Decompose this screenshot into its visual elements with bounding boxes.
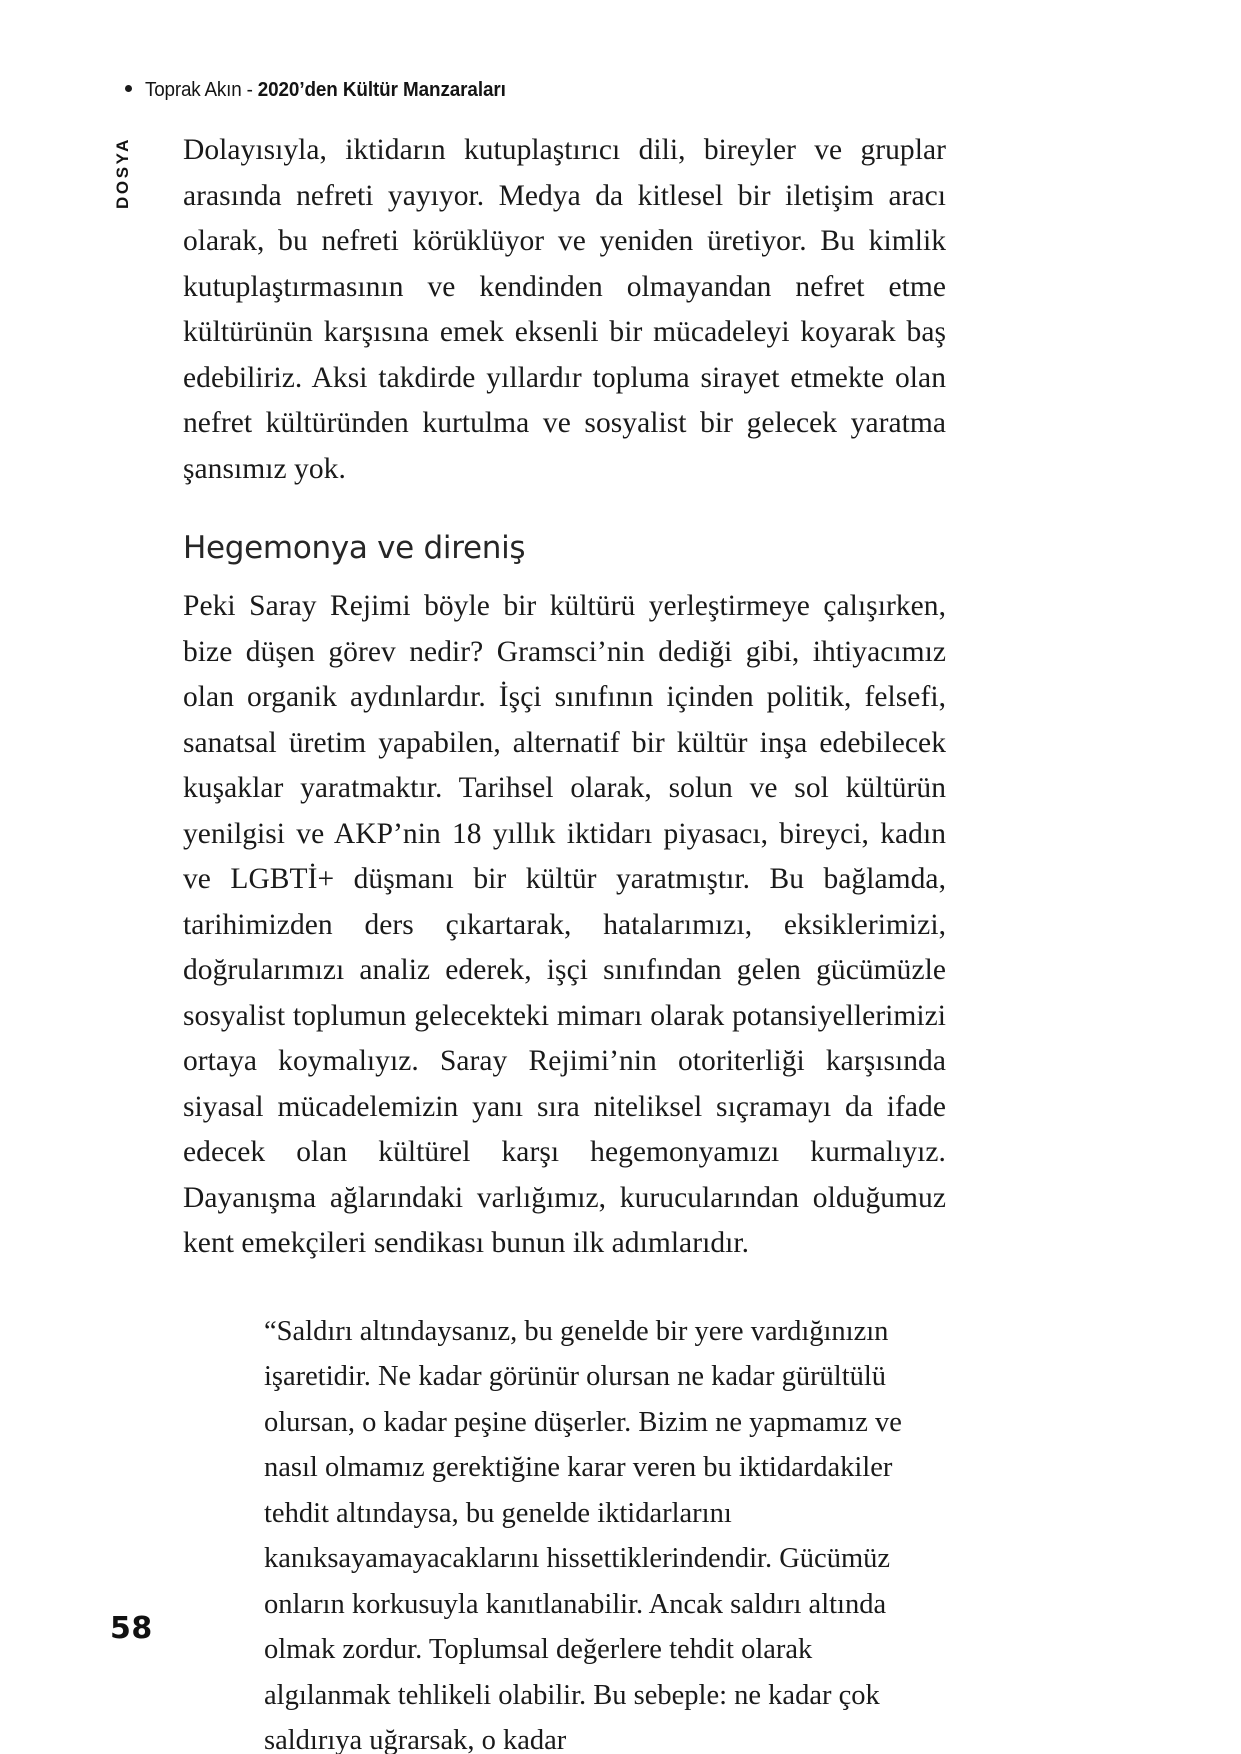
- running-header-title: 2020’den Kültür Manzaraları: [257, 78, 506, 101]
- section-heading: Hegemonya ve direniş: [183, 530, 526, 566]
- running-header-text: [145, 78, 506, 102]
- running-header-author: Toprak Akın: [145, 78, 242, 101]
- body-paragraph-1: Dolayısıyla, iktidarın kutuplaştırıcı dili, bireyler ve gruplar arasında nefreti yayıyor. Medya da kitlesel bir iletişim aracı olarak, bu nefreti körüklüyor ve yeniden üretiyor. Bu kimlik kutuplaştırmasının ve kendinden olmayandan nefret etme kültürünün karşısına emek eksenli bir mücadeleyi koyarak baş edebiliriz. Aksi takdirde yıllardır topluma sirayet etmekte olan nefret kültüründen kurtulma ve sosyalist bir gelecek yaratma şansımız yok.: [183, 134, 946, 485]
- section-tab-label: DOSYA: [113, 137, 132, 209]
- text-column: [183, 128, 946, 1754]
- bullet-dot-icon: [125, 85, 132, 92]
- pull-quote-text: “Saldırı altındaysanız, bu genelde bir yere vardığınızın işaretidir. Ne kadar görünür olursan ne kadar gürültülü olursan, o kadar peşine düşerler. Bizim ne yapmamız ve nasıl olmamız gerektiğine karar veren bu iktidardakiler tehdit altındaysa, bu genelde iktidarlarını kanıksayamayacaklarını hissettiklerindendir. Gücümüz onların korkusuyla kanıtlanabilir. Ancak saldırı altında olmak zordur. Toplumsal değerlere tehdit olarak algılanmak tehlikeli olabilir. Bu sebeple: ne kadar çok saldırıya uğrarsak, o kadar: [264, 1315, 902, 1754]
- running-header: [125, 78, 537, 102]
- pull-quote: [183, 1309, 946, 1754]
- body-paragraph-2: Peki Saray Rejimi böyle bir kültürü yerleştirmeye çalışırken, bize düşen görev nedir? Gramsci’nin dediği gibi, ihtiyacımız olan organik aydınlardır. İşçi sınıfının içinden politik, felsefi, sanatsal üretim yapabilen, alternatif bir kültür inşa edebilecek kuşaklar yaratmaktır. Tarihsel olarak, solun ve sol kültürün yenilgisi ve AKP’nin 18 yıllık iktidarı piyasacı, bireyci, kadın ve LGBTİ+ düşmanı bir kültür yaratmıştır. Bu bağlamda, tarihimizden ders çıkartarak, hatalarımızı, eksiklerimizi, doğrularımızı analiz ederek, işçi sınıfından gelen gücümüzle sosyalist toplumun gelecekteki mimarı olarak potansiyellerimizi ortaya koymalıyız. Saray Rejimi’nin otoriterliği karşısında siyasal mücadelemizin yanı sıra niteliksel sıçramayı da ifade edecek olan kültürel karşı hegemonyamızı kurmalıyız. Dayanışma ağlarındaki varlığımız, kurucularından olduğumuz kent emekçileri sendikası bunun ilk adımlarıdır.: [183, 590, 946, 1259]
- section-tab-dosya: [108, 118, 138, 228]
- page-number: 58: [110, 1611, 153, 1646]
- running-header-separator: -: [241, 78, 258, 101]
